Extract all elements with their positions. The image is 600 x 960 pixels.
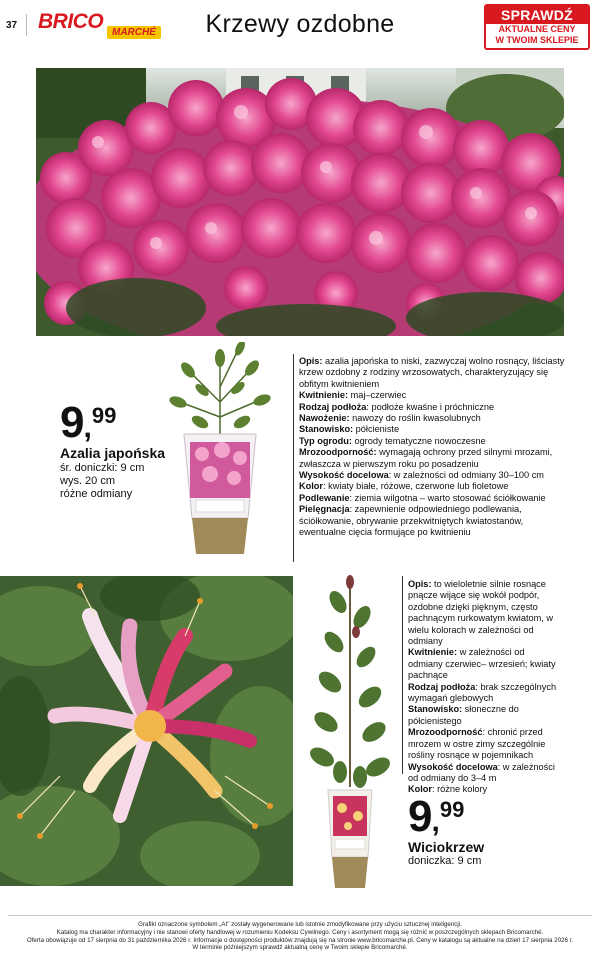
azalea-desc-key: Mrozoodporność: bbox=[299, 447, 377, 458]
azalea-desc-row bbox=[299, 493, 569, 504]
azalea-description bbox=[299, 356, 569, 539]
azalea-desc-row bbox=[299, 504, 569, 538]
azalea-desc-value: : podłoże kwaśne i próchniczne bbox=[366, 401, 495, 412]
logo-brico-text: BRICO bbox=[38, 10, 104, 33]
badge-line-2: W TWOIM SKLEPIE bbox=[495, 35, 579, 45]
azalea-spec-pot: śr. doniczki: 9 cm bbox=[60, 462, 145, 474]
azalea-desc-row bbox=[299, 413, 569, 424]
badge-headline: SPRAWDŹ bbox=[486, 6, 588, 24]
honeysuckle-desc-key: Mrozoodporność bbox=[408, 727, 483, 738]
honeysuckle-photo bbox=[0, 576, 293, 886]
azalea-desc-key: Podlewanie bbox=[299, 492, 350, 503]
azalea-desc-value: azalia japońska to niski, zazwyczaj wolno rosnący, liściasty krzew ozdobny z rodziny wrzosowatych, charakteryzujący się obfitym kwitnieniem bbox=[299, 356, 565, 389]
honeysuckle-desc-row bbox=[408, 647, 558, 681]
badge-line-1: AKTUALNE CENY bbox=[498, 24, 576, 34]
azalea-desc-value: ogrody tematyczne nowoczesne bbox=[351, 435, 486, 446]
honeysuckle-desc-value: słoneczne do półcienistego bbox=[408, 704, 519, 726]
honeysuckle-desc-value: : brak szczególnych wymagań glebowych bbox=[408, 681, 557, 704]
honeysuckle-desc-value: to wieloletnie silnie rosnące pnącze wijące się wokół podpór, ozdobne dzięki pięknym, często pachnącym rurkowatym kwiatom, w wielu kolorach w zależności od odmiany bbox=[408, 579, 553, 647]
logo-marche-text: MARCHÉ bbox=[107, 26, 161, 39]
azalea-desc-value: maj–czerwiec bbox=[348, 390, 407, 401]
azalea-desc-rule bbox=[293, 354, 294, 562]
azalea-desc-key: Rodzaj podłoża bbox=[299, 401, 367, 412]
azalea-desc-row bbox=[299, 402, 569, 413]
footer-disclaimer bbox=[0, 921, 600, 952]
honeysuckle-desc-key: Kolor bbox=[408, 784, 432, 795]
azalea-desc-value: : zapewnienie odpowiedniego podlewania, ściółkowanie, obrywanie przekwitniętych kwiatostanów, ewentualne cięcia formujące po kwitnieniu bbox=[299, 504, 524, 538]
azalea-photo bbox=[36, 68, 564, 336]
honeysuckle-potted-plant-art bbox=[300, 572, 400, 890]
honeysuckle-desc-row bbox=[408, 704, 558, 727]
azalea-desc-row bbox=[299, 436, 569, 447]
honeysuckle-desc-key: Opis: bbox=[408, 579, 432, 589]
azalea-desc-key: Wysokość docelowa bbox=[299, 470, 389, 481]
azalea-desc-value: : kwiaty białe, różowe, czerwone lub fioletowe bbox=[323, 481, 509, 492]
footer-divider bbox=[8, 915, 592, 916]
azalea-desc-row bbox=[299, 470, 569, 481]
azalea-spec-variety: różne odmiany bbox=[60, 488, 133, 500]
honeysuckle-name: Wiciokrzew bbox=[408, 839, 485, 855]
azalea-name: Azalia japońska bbox=[60, 445, 166, 461]
honeysuckle-desc-key: Wysokość docelowa bbox=[408, 761, 498, 772]
azalea-desc-key: Nawożenie: bbox=[299, 413, 350, 424]
azalea-desc-row bbox=[299, 424, 569, 435]
azalea-price bbox=[60, 398, 116, 448]
azalea-desc-value: wymagają ochrony przed silnymi mrozami, zwłaszcza w pierwszym roku po posadzeniu bbox=[299, 447, 553, 469]
page-number: 37 bbox=[6, 20, 18, 31]
page-title: Krzewy ozdobne bbox=[205, 10, 395, 38]
honeysuckle-desc-value: : chronić przed mrozem w ostre zimy szczególnie rośliny rosnące w pojemnikach bbox=[408, 727, 546, 761]
honeysuckle-desc-key: Stanowisko: bbox=[408, 704, 463, 715]
honeysuckle-potted-plant bbox=[300, 572, 400, 890]
azalea-desc-value: półcieniste bbox=[353, 424, 400, 435]
azalea-desc-value: : w zależności od odmiany 30–100 cm bbox=[388, 470, 544, 481]
azalea-price-dec: 99 bbox=[91, 403, 117, 428]
honeysuckle-desc-key: Rodzaj podłoża bbox=[408, 681, 476, 692]
azalea-desc-key: Typ ogrodu: bbox=[299, 435, 352, 446]
honeysuckle-specs bbox=[408, 855, 481, 868]
azalea-potted-plant-art bbox=[160, 342, 280, 560]
azalea-desc-key: Opis: bbox=[299, 356, 323, 366]
honeysuckle-desc-value: w zależności od odmiany czerwiec– wrzesień; kwiaty pachnące bbox=[408, 647, 556, 681]
azalea-photo-art bbox=[36, 68, 564, 336]
azalea-desc-row bbox=[299, 356, 569, 390]
azalea-price-sep: , bbox=[83, 411, 92, 444]
honeysuckle-spec-pot: doniczka: 9 cm bbox=[408, 855, 482, 867]
honeysuckle-price-dec: 99 bbox=[439, 797, 465, 822]
azalea-desc-key: Stanowisko: bbox=[299, 424, 354, 435]
honeysuckle-desc-row bbox=[408, 762, 558, 785]
honeysuckle-desc-value: : w zależności od odmiany do 3–4 m bbox=[408, 761, 555, 783]
azalea-desc-value: nawozy do roślin kwasolubnych bbox=[349, 413, 481, 424]
footer-line: Katalog ma charakter informacyjny i nie stanowi oferty handlowej w rozumieniu Kodeksu Cywilnego. Ceny i asortyment mogą się różnić w poszczególnych sklepach Bricomarché. bbox=[56, 928, 544, 936]
footer-line: W terminie późniejszym sprawdź aktualną cenę w Twoim sklepie Bricomarché. bbox=[192, 944, 408, 952]
azalea-potted-plant bbox=[160, 342, 280, 560]
honeysuckle-price-sep: , bbox=[431, 805, 440, 838]
check-prices-badge bbox=[484, 4, 590, 50]
azalea-spec-height: wys. 20 cm bbox=[60, 475, 116, 487]
honeysuckle-description bbox=[408, 579, 558, 796]
azalea-desc-value: : ziemia wilgotna – warto stosować ściółkowanie bbox=[349, 492, 546, 503]
azalea-desc-row bbox=[299, 447, 569, 470]
footer-line: Oferta obowiązuje od 17 sierpnia do 31 października 2026 r. Informacje o dostępności produktów znajdują się na stronie www.bricomarche.pl. Ceny w katalogu są aktualne na dzień 17 sierpnia 2026 r. bbox=[26, 936, 574, 944]
azalea-desc-key: Kwitnienie: bbox=[299, 390, 349, 401]
footer-line: Grafiki oznaczone symbolem „AI" zostały wygenerowane lub istotnie zmodyfikowane przy użyciu sztucznej inteligencji. bbox=[138, 921, 462, 928]
honeysuckle-desc-value: : różne kolory bbox=[432, 784, 488, 795]
honeysuckle-desc-row bbox=[408, 682, 558, 705]
honeysuckle-desc-rule bbox=[402, 576, 403, 774]
azalea-price-int: 9 bbox=[60, 398, 84, 447]
azalea-desc-key: Kolor bbox=[299, 481, 323, 492]
azalea-desc-key: Pielęgnacja bbox=[299, 504, 350, 515]
honeysuckle-price-int: 9 bbox=[408, 792, 432, 841]
honeysuckle-price bbox=[408, 792, 464, 842]
honeysuckle-desc-key: Kwitnienie: bbox=[408, 647, 458, 658]
honeysuckle-photo-art bbox=[0, 576, 293, 886]
azalea-desc-row bbox=[299, 390, 569, 401]
honeysuckle-desc-row bbox=[408, 579, 558, 647]
azalea-specs bbox=[60, 462, 144, 501]
honeysuckle-desc-row bbox=[408, 727, 558, 761]
azalea-desc-row bbox=[299, 481, 569, 492]
